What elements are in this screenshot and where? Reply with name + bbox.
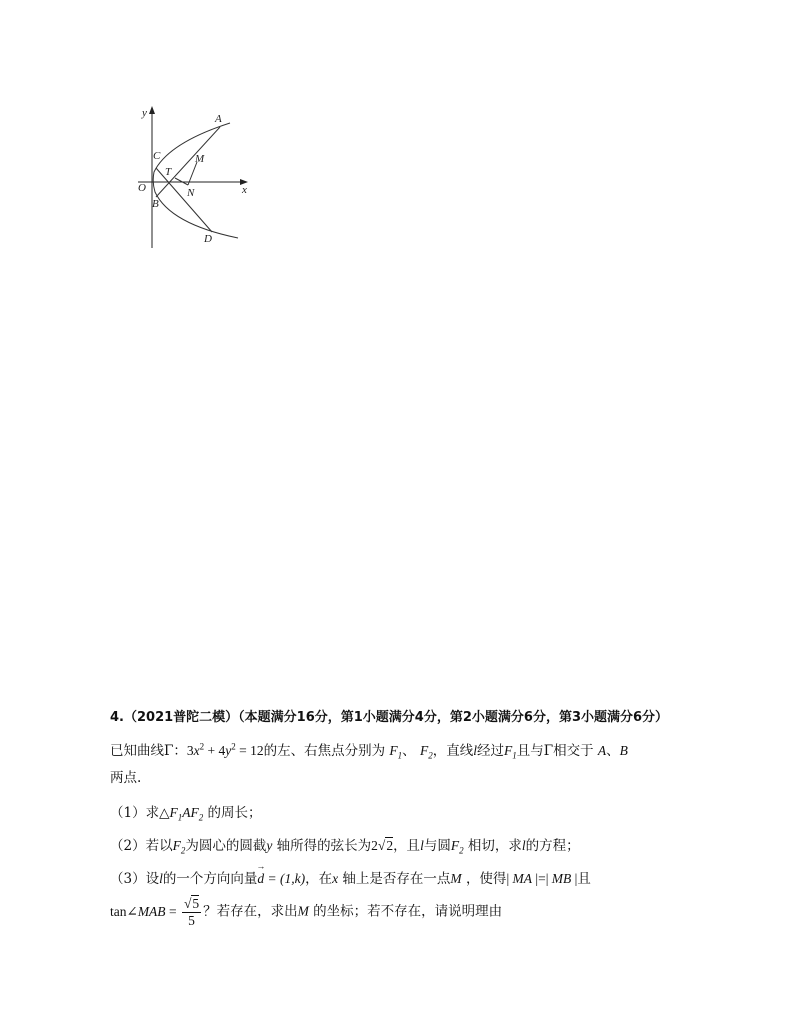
text: 的方程； (525, 838, 580, 854)
curve-equation: $3x^2 + 4y^2 = 12$ (186, 741, 264, 758)
point-M-ref: M (297, 903, 309, 919)
text: ，且 (393, 838, 421, 854)
label-N: N (187, 187, 195, 199)
circle-F2: $F_2$ (450, 838, 464, 856)
question-2 (110, 834, 580, 856)
direction-vector: → d = (1,k) (257, 871, 305, 886)
text: 相切，求 (467, 838, 522, 854)
label-C: C (153, 150, 161, 162)
text: ，使得 (465, 871, 507, 887)
text: 轴所得的弦长为 (276, 838, 372, 854)
text: 的一个方向向量 (162, 871, 258, 887)
text: 的左、右焦点分别为 (263, 743, 386, 759)
axis-x: x (332, 871, 339, 886)
text: ，直线 (432, 743, 474, 759)
text: 经过 (476, 743, 504, 759)
focus-F1: $F_1$ (389, 743, 403, 761)
label-B: B (152, 198, 159, 210)
text: 已知曲线Γ： (110, 743, 187, 759)
axis-y: y (266, 838, 273, 853)
text: 的坐标；若不存在，请说明理由 (313, 903, 503, 920)
text: （2）若以 (110, 838, 173, 854)
parabola-curve (153, 123, 238, 238)
problem-header: 4.（2021普陀二模）（本题满分16分，第1小题满分4分，第2小题满分6分，第3小题满分6分） (110, 710, 669, 725)
text: 为圆心的圆截 (185, 838, 267, 854)
line-l: l (473, 743, 477, 758)
text: （1）求△ (110, 805, 170, 821)
point-A: A (597, 743, 607, 758)
text: （3）设 (110, 871, 160, 887)
focus-F2-center: $F_2$ (172, 838, 186, 856)
geometry-figure (118, 98, 258, 254)
label-M: M (195, 153, 205, 165)
point-B: B (619, 743, 628, 758)
equal-distance-condition: | MA |=| MB | (506, 871, 578, 886)
y-axis-arrow (149, 106, 155, 114)
text: ？若存在，求出 (203, 903, 298, 920)
question-3-continued (110, 896, 502, 929)
text: 与圆 (423, 838, 451, 854)
text: 且与Γ相交于 (516, 743, 594, 759)
text: ，在 (305, 871, 333, 887)
fraction-sqrt5-over-5: $\frac{√5}{5}$ (183, 896, 200, 928)
question-3 (110, 867, 591, 887)
text: 轴上是否存在一点 (342, 871, 451, 887)
tan-condition: tan∠MAB = $\frac{√5}{5}$ (110, 896, 200, 928)
line-l-ref3: l (159, 871, 163, 886)
label-y: y (142, 107, 147, 119)
chord-length: 2√2 (371, 838, 394, 853)
text: 的周长； (207, 805, 262, 821)
line-l-ref2: l (521, 838, 526, 853)
label-D: D (204, 233, 212, 245)
text: 、 (402, 743, 416, 759)
question-1 (110, 801, 262, 823)
point-M: M (450, 871, 462, 886)
focus-F2: $F_2$ (419, 743, 433, 761)
parabola-diagram (118, 98, 258, 254)
label-O: O (138, 182, 146, 194)
label-T: T (165, 166, 172, 178)
line-l-ref: l (420, 838, 424, 853)
problem-stem-line1 (110, 739, 628, 761)
label-x: x (242, 184, 247, 196)
text: 且 (577, 871, 591, 887)
focus-F1-ref: $F_1$ (503, 743, 517, 761)
triangle-F1AF2: $F_1AF_2$ (169, 805, 204, 823)
text: 、 (606, 743, 620, 759)
problem-stem-line2: 两点. (110, 770, 142, 786)
label-A: A (215, 113, 222, 125)
